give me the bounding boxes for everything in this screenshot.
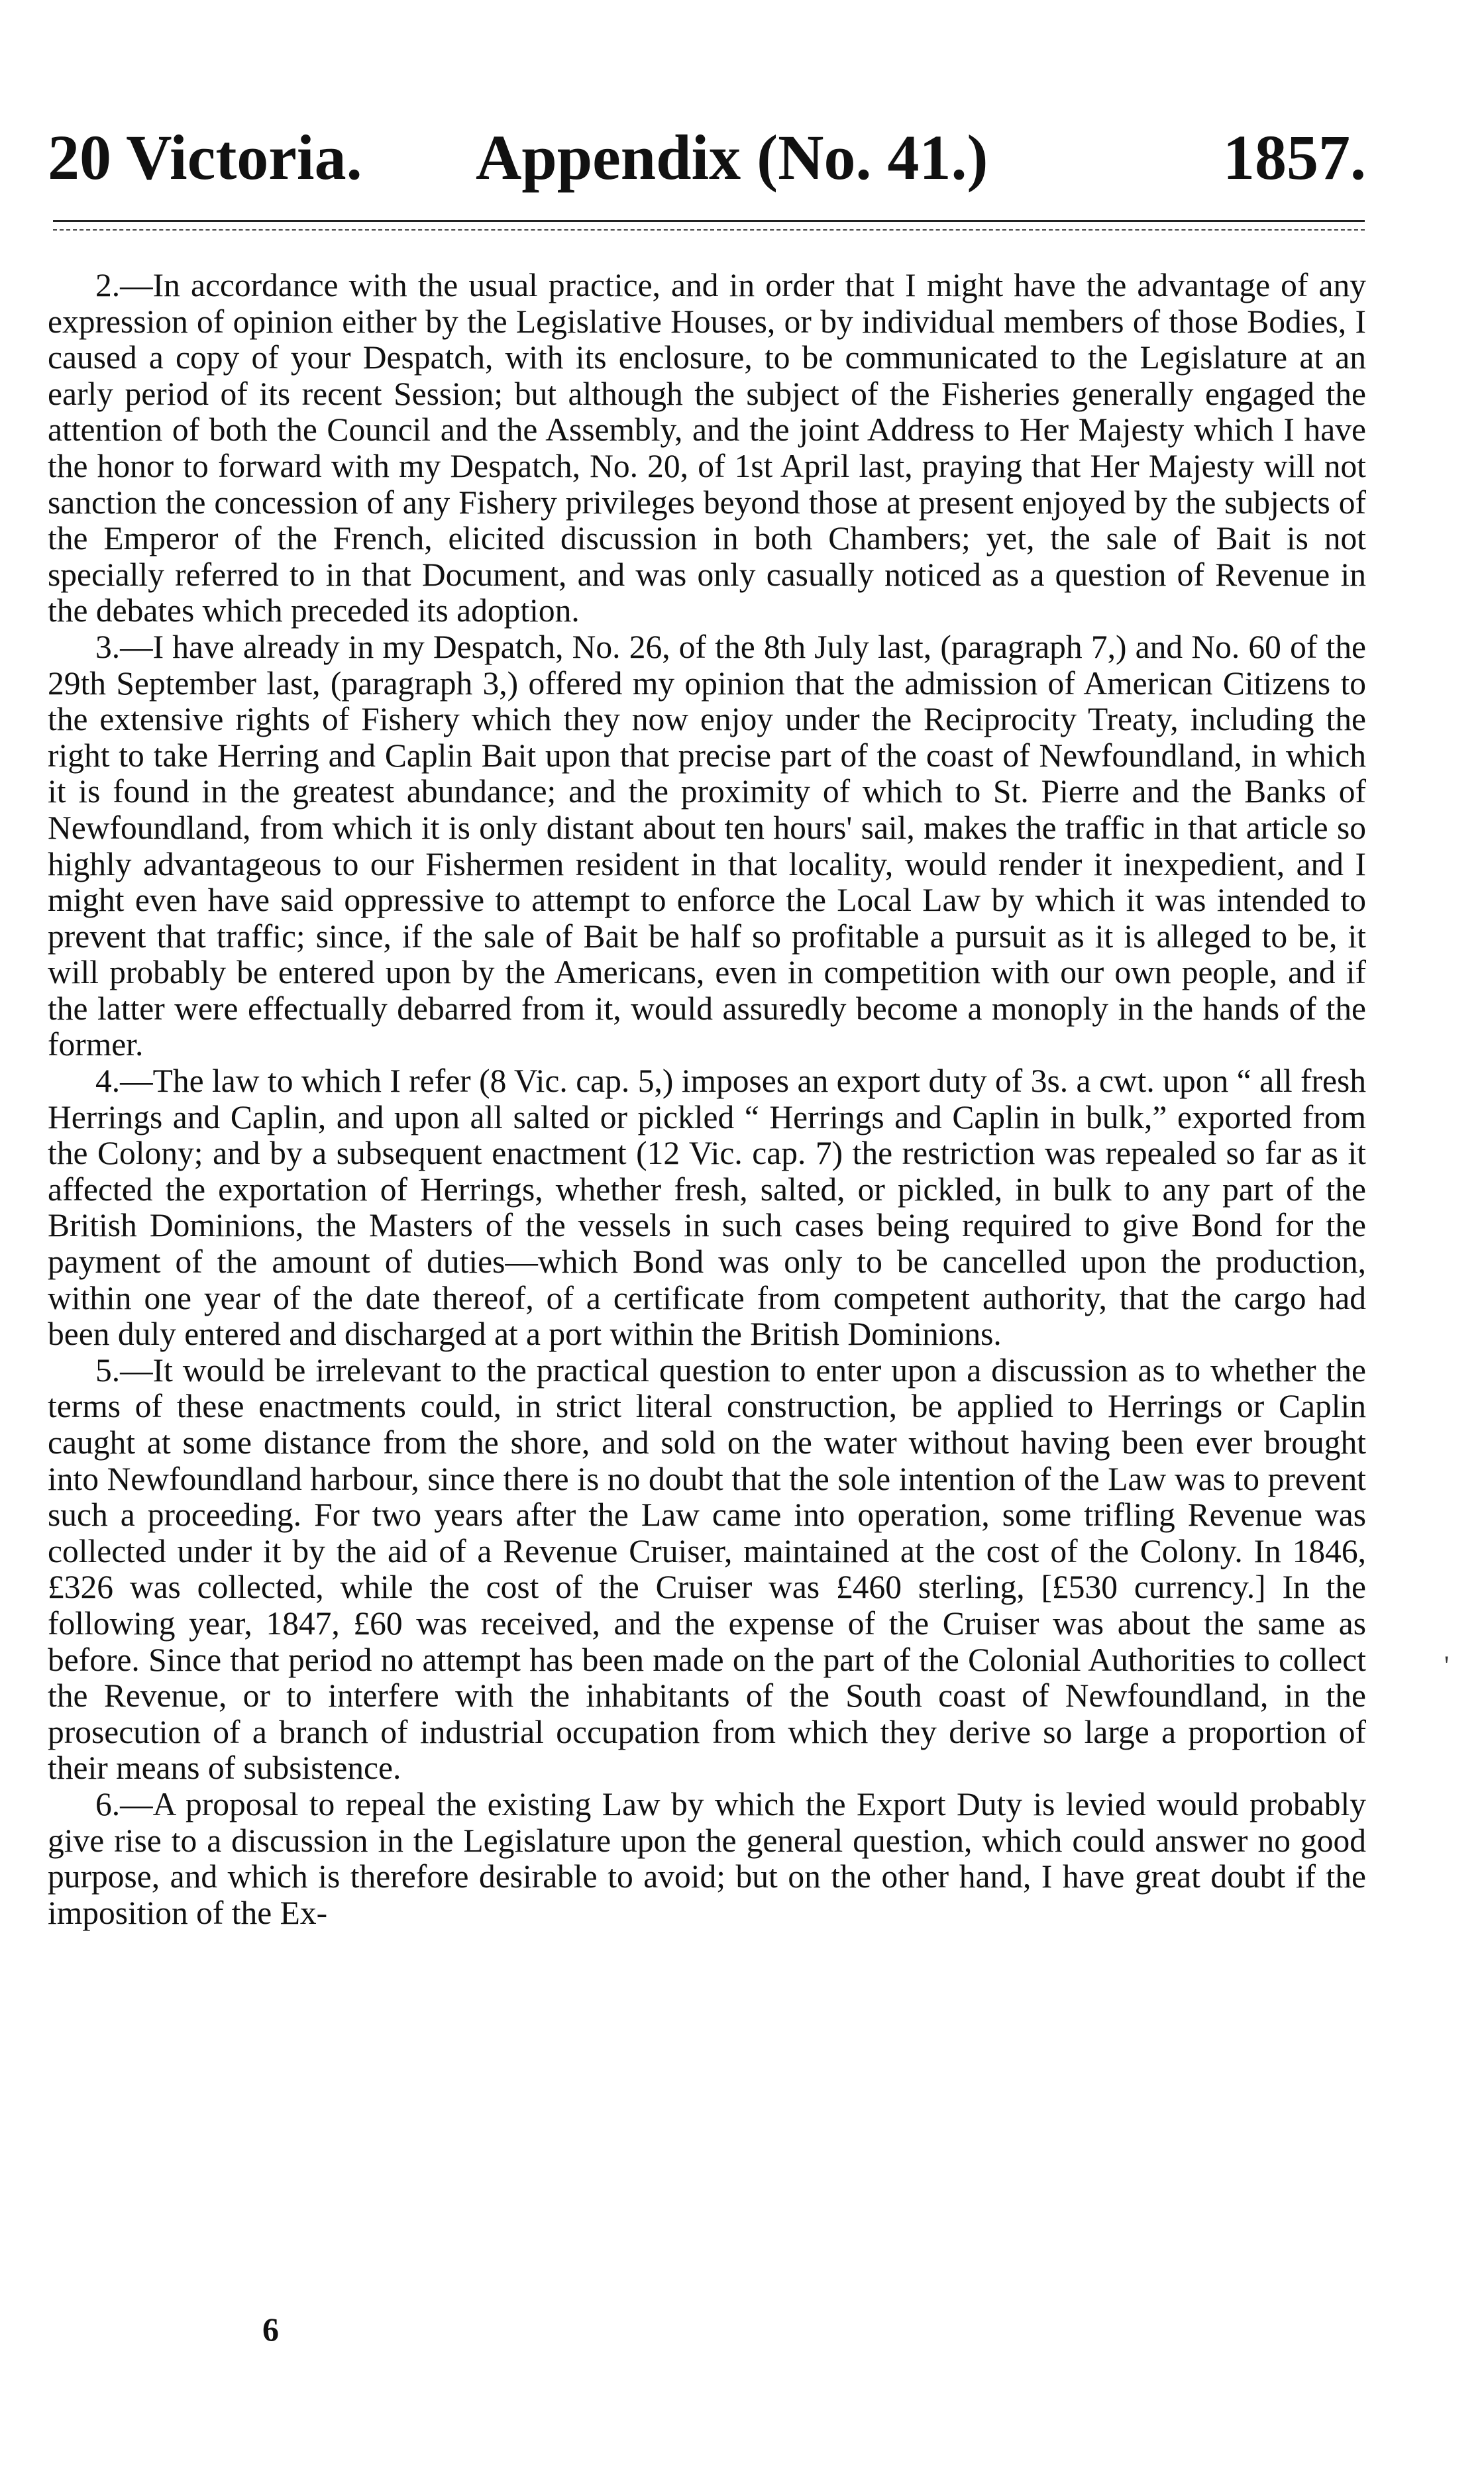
paragraph-4: 4.—The law to which I refer (8 Vic. cap. 5,) imposes an export duty of 3s. a cwt. upon “ all fresh Herrings and Caplin, and upon all salted or pickled “ Herrings and Caplin in bulk,” exported from the Colony; and by a subsequent enactment (12 Vic. cap. 7) the restriction was repealed so far as it affected the exportation of Herrings, whether fresh, salted, or pickled, in bulk to any part of the British Dominions, the Masters of the vessels in such cases being required to give Bond for the payment of the amount of duties—which Bond was only to be cancelled upon the production, within one year of the date thereof, of a certificate from competent authority, that the cargo had been duly entered and discharged at a port within the British Dominions. xyxy=(48,1063,1366,1353)
margin-mark: ' xyxy=(1444,1650,1450,1680)
page-number: 6 xyxy=(262,2311,279,2348)
paragraph-5: 5.—It would be irrelevant to the practical question to enter upon a discussion as to whether the terms of these enactments could, in strict literal construction, be applied to Herrings or Caplin caught at some distance from the shore, and sold on the water without having been ever brought into Newfoundland harbour, since there is no doubt that the sole intention of the Law was to prevent such a proceeding. For two years after the Law came into operation, some trifling Revenue was collected under it by the aid of a Revenue Cruiser, maintained at the cost of the Colony. In 1846, £326 was collected, while the cost of the Cruiser was £460 sterling, [£530 currency.] In the following year, 1847, £60 was received, and the expense of the Cruiser was about the same as before. Since that period no attempt has been made on the part of the Colonial Authorities to collect the Revenue, or to interfere with the inhabitants of the South coast of Newfoundland, in the prosecution of a branch of industrial occupation from which they derive so large a proportion of their means of subsistence. xyxy=(48,1351,1366,1787)
running-header xyxy=(48,111,1366,204)
paragraph-6: 6.—A proposal to repeal the existing Law by which the Export Duty is levied would probably give rise to a discussion in the Legislature upon the general question, which could answer no good purpose, and which is therefore desirable to avoid; but on the other hand, I have great doubt if the imposition of the Ex- xyxy=(48,1785,1366,1931)
paragraph-3: 3.—I have already in my Despatch, No. 26, of the 8th July last, (paragraph 7,) and No. 60 of the 29th September last, (paragraph 3,) offered my opinion that the admission of American Citizens to the extensive rights of Fishery which they now enjoy under the Reciprocity Treaty, including the right to take Herring and Caplin Bait upon that precise part of the coast of Newfoundland, in which it is found in the greatest abundance; and the proximity of which to St. Pierre and the Banks of Newfoundland, from which it is only distant about ten hours' sail, makes the traffic in that article so highly advantageous to our Fishermen resident in that locality, would render it inexpedient, and I might even have said oppressive to attempt to enforce the Local Law by which it was intended to prevent that traffic; since, if the sale of Bait be half so profitable a pursuit as it is alleged to be, it will probably be entered upon by the Americans, even in competition with our own people, and if the latter were effectually debarred from it, would assuredly become a monoply in the hands of the former. xyxy=(48,628,1366,1063)
header-year: 1857. xyxy=(1223,122,1366,193)
body-text xyxy=(48,268,1366,1931)
header-session: 20 Victoria. xyxy=(48,122,362,193)
header-rule xyxy=(53,220,1365,222)
header-appendix: Appendix (No. 41.) xyxy=(476,122,988,193)
header-rule-dashed xyxy=(53,229,1365,231)
paragraph-2: 2.—In accordance with the usual practice, and in order that I might have the advantage of any expression of opinion either by the Legislative Houses, or by individual members of those Bodies, I caused a copy of your Despatch, with its enclosure, to be communicated to the Legislature at an early period of its recent Session; but although the subject of the Fisheries generally engaged the attention of both the Council and the Assembly, and the joint Address to Her Majesty which I have the honor to forward with my Despatch, No. 20, of 1st April last, praying that Her Majesty will not sanction the concession of any Fishery privileges beyond those at present enjoyed by the subjects of the Emperor of the French, elicited discussion in both Chambers; yet, the sale of Bait is not specially referred to in that Document, and was only casually noticed as a question of Revenue in the debates which preceded its adoption. xyxy=(48,267,1366,629)
